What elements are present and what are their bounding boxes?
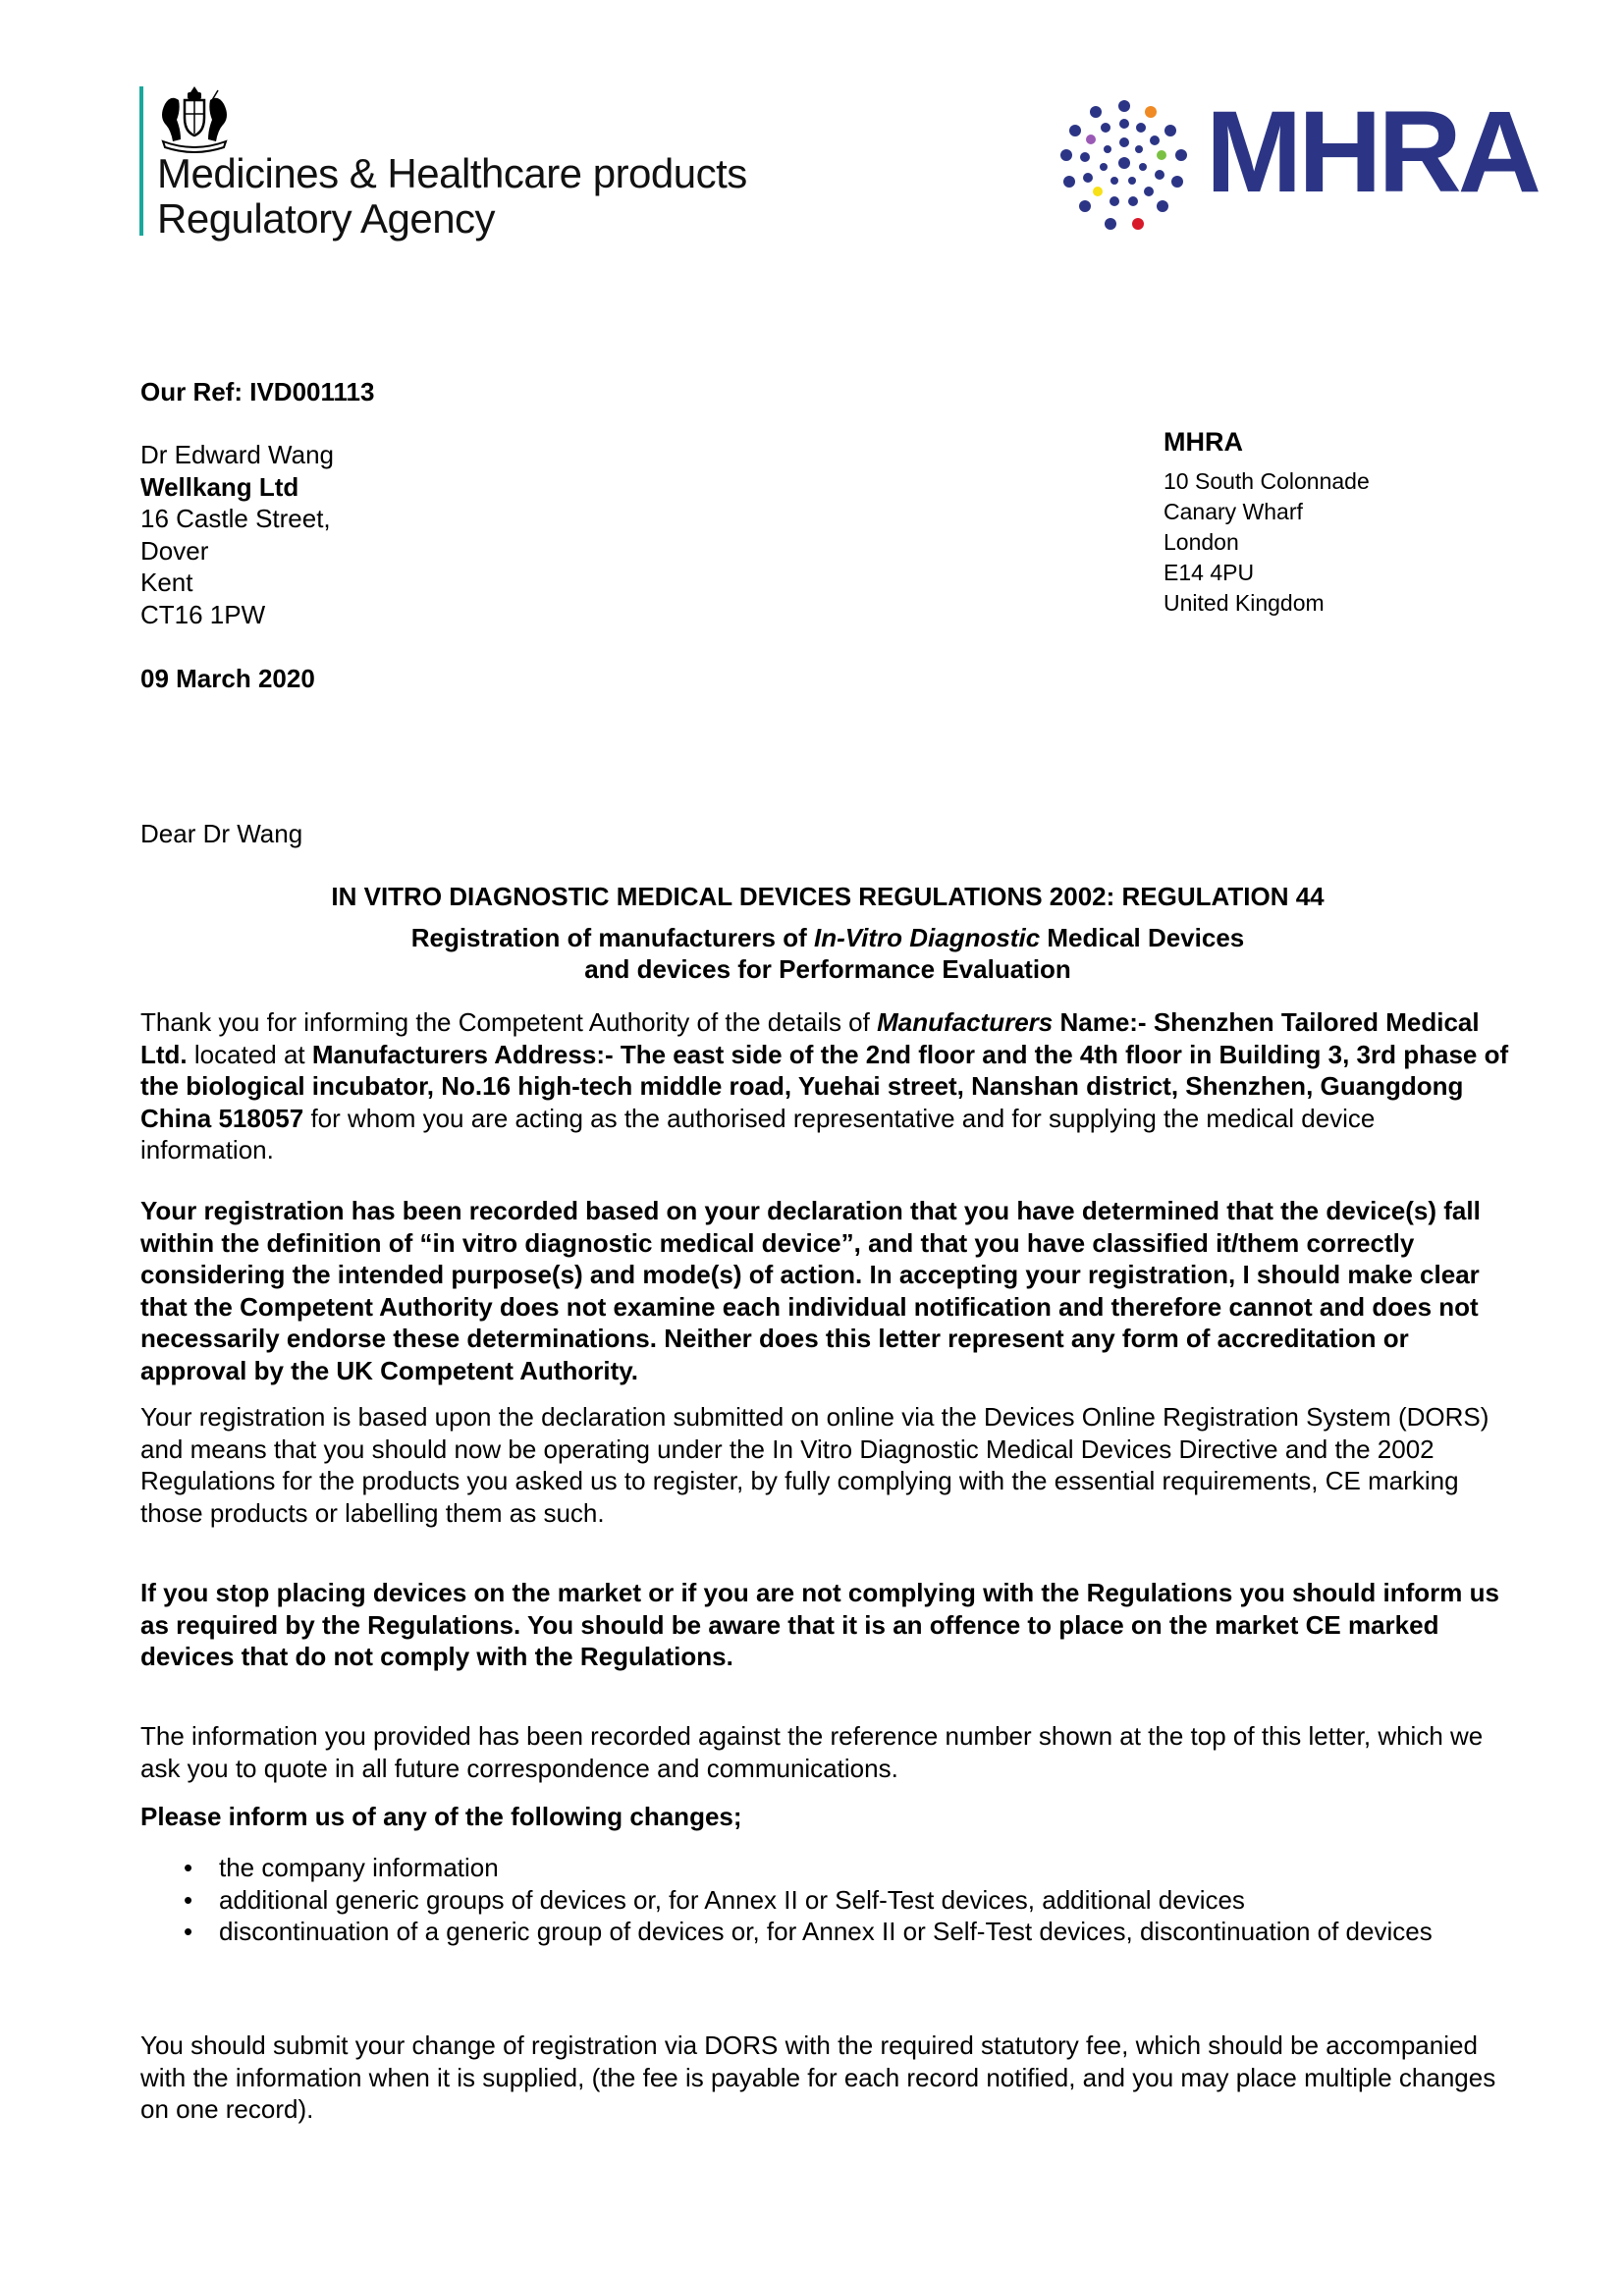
- sender-address-line: London: [1164, 529, 1239, 555]
- list-item: [140, 1852, 1515, 1884]
- sender-address-line: E14 4PU: [1164, 560, 1255, 585]
- recipient-address-line: Kent: [140, 568, 193, 597]
- text: for whom you are acting as the authorised representative and for supplying the medical device information.: [140, 1103, 1376, 1165]
- logo-dot: [1128, 177, 1136, 185]
- logo-dot: [1164, 125, 1176, 136]
- logo-dot: [1101, 123, 1110, 133]
- logo-dot: [1136, 123, 1146, 133]
- logo-dot: [1104, 145, 1111, 153]
- subtitle-text: Medical Devices: [1040, 923, 1245, 952]
- logo-dot: [1175, 149, 1187, 161]
- paragraph-registration-disclaimer: Your registration has been recorded based on your declaration that you have determined that the device(s) fall within the definition of “in vitro diagnostic medical device”, and that you have classified it/them correctly considering the intended purpose(s) and mode(s) of action. In accepting your registration, I should make clear that the Competent Authority does not examine each individual notification and therefore cannot and does not necessarily endorse these determinations. Neither does this letter represent any form of accreditation or approval by the UK Competent Authority.: [140, 1196, 1481, 1385]
- list-item: [140, 1916, 1515, 1948]
- text: Thank you for informing the Competent Authority of the details of: [140, 1007, 878, 1037]
- logo-dot: [1139, 163, 1147, 171]
- mhra-dots-logo-icon: [1053, 86, 1200, 234]
- logo-dot: [1060, 149, 1072, 161]
- paragraph-changes-intro: Please inform us of any of the following changes;: [140, 1802, 742, 1831]
- logo-dot: [1135, 145, 1143, 153]
- logo-dot: [1119, 137, 1129, 147]
- logo-dot: [1069, 125, 1081, 136]
- list-item-text: the company information: [219, 1853, 499, 1882]
- letter-date: 09 March 2020: [140, 664, 315, 693]
- recipient-address-line: CT16 1PW: [140, 599, 266, 629]
- logo-dot: [1155, 170, 1164, 180]
- logo-dot: [1145, 106, 1157, 118]
- logo-dot: [1118, 157, 1130, 169]
- manufacturer-label: Manufacturers: [877, 1007, 1054, 1037]
- sender-address-line: 10 South Colonnade: [1164, 468, 1370, 494]
- logo-dot: [1063, 176, 1075, 188]
- logo-dot: [1083, 173, 1093, 183]
- logo-dot: [1105, 218, 1116, 230]
- paragraph-reference-info: The information you provided has been recorded against the reference number shown at the top of this letter, which we ask you to quote in all future correspondence and communications.: [140, 1721, 1484, 1783]
- bullet-icon: •: [184, 1917, 193, 1947]
- logo-dot: [1128, 196, 1138, 206]
- list-item: [140, 1884, 1515, 1917]
- logo-dot: [1171, 176, 1183, 188]
- logo-dot: [1157, 200, 1168, 212]
- logo-dot: [1086, 135, 1096, 144]
- our-reference: Our Ref: IVD001113: [140, 377, 375, 406]
- subtitle-italic-text: In-Vitro Diagnostic: [814, 923, 1041, 952]
- logo-dot: [1132, 218, 1144, 230]
- paragraph-offence-warning: If you stop placing devices on the market or if you are not complying with the Regulations you should inform us as required by the Regulations. You should be aware that it is an offence to place on the market CE marked devices that do not comply with the Regulations.: [140, 1578, 1499, 1672]
- logo-dot: [1079, 200, 1091, 212]
- mhra-logo-wordmark: MHRA: [1206, 87, 1538, 217]
- sender-address-line: United Kingdom: [1164, 590, 1325, 616]
- letter-subtitle-line-1: [140, 922, 1515, 953]
- letter-title: IN VITRO DIAGNOSTIC MEDICAL DEVICES REGULATIONS 2002: REGULATION 44: [331, 882, 1325, 911]
- text: located at: [187, 1039, 312, 1069]
- logo-dot: [1119, 119, 1129, 129]
- sender-address-line: Canary Wharf: [1164, 499, 1303, 524]
- paragraph-submit-changes: You should submit your change of registration via DORS with the required statutory fee, which should be accompanied with the information when it is supplied, (the fee is payable for each record notified, and you may place multiple changes on one record).: [140, 2030, 1496, 2125]
- manufacturer-address: Manufacturers Address:- The east side of the 2nd floor and the 4th floor in Building 3, 3rd phase of the biological incubator, No.16 high-tech middle road, Yuehai street, Nanshan district, Shenzhen, Guangdong China 518057: [140, 1039, 1509, 1133]
- recipient-address: [140, 439, 334, 630]
- agency-name-line-1: Medicines & Healthcare products: [157, 150, 747, 196]
- paragraph-dors-registration: Your registration is based upon the declaration submitted on online via the Devices Online Registration System (DORS) and means that you should now be operating under the In Vitro Diagnostic Medical Devices Directive and the 2002 Regulations for the products you asked us to register, by fully complying with the essential requirements, CE marking those products or labelling them as such.: [140, 1402, 1489, 1528]
- bullet-icon: •: [184, 1884, 193, 1915]
- recipient-address-line: 16 Castle Street,: [140, 504, 331, 533]
- logo-dot: [1093, 187, 1103, 196]
- agency-name: [157, 151, 747, 242]
- letterhead-accent-bar: [139, 86, 143, 236]
- recipient-address-line: Dover: [140, 535, 209, 566]
- agency-name-line-2: Regulatory Agency: [157, 195, 496, 242]
- recipient-company: Wellkang Ltd: [140, 471, 299, 502]
- changes-list: [140, 1852, 1515, 1948]
- logo-dot: [1110, 177, 1118, 185]
- logo-dot: [1157, 150, 1166, 160]
- logo-dot: [1110, 196, 1119, 206]
- salutation: Dear Dr Wang: [140, 819, 303, 848]
- logo-dot: [1100, 163, 1108, 171]
- royal-coat-of-arms-icon: [157, 84, 232, 153]
- bullet-icon: •: [184, 1853, 193, 1882]
- logo-dot: [1144, 187, 1154, 196]
- logo-dot: [1080, 152, 1090, 162]
- logo-dot: [1090, 106, 1102, 118]
- list-item-text: discontinuation of a generic group of devices or, for Annex II or Self-Test devices, discontinuation of devices: [219, 1917, 1433, 1947]
- sender-org: MHRA: [1164, 427, 1243, 457]
- manufacturer-name: Name:- Shenzhen Tailored Medical Ltd.: [140, 1007, 1480, 1069]
- letter-subtitle-line-2: and devices for Performance Evaluation: [584, 954, 1071, 984]
- sender-address: [1164, 425, 1370, 619]
- letter-subtitle: [140, 922, 1515, 985]
- subtitle-text: Registration of manufacturers of: [410, 923, 814, 952]
- logo-dot: [1150, 135, 1160, 145]
- recipient-name: Dr Edward Wang: [140, 440, 334, 469]
- list-item-text: additional generic groups of devices or, for Annex II or Self-Test devices, additional devices: [219, 1884, 1245, 1915]
- paragraph-manufacturer-details: [140, 1006, 1515, 1166]
- logo-dot: [1118, 100, 1130, 112]
